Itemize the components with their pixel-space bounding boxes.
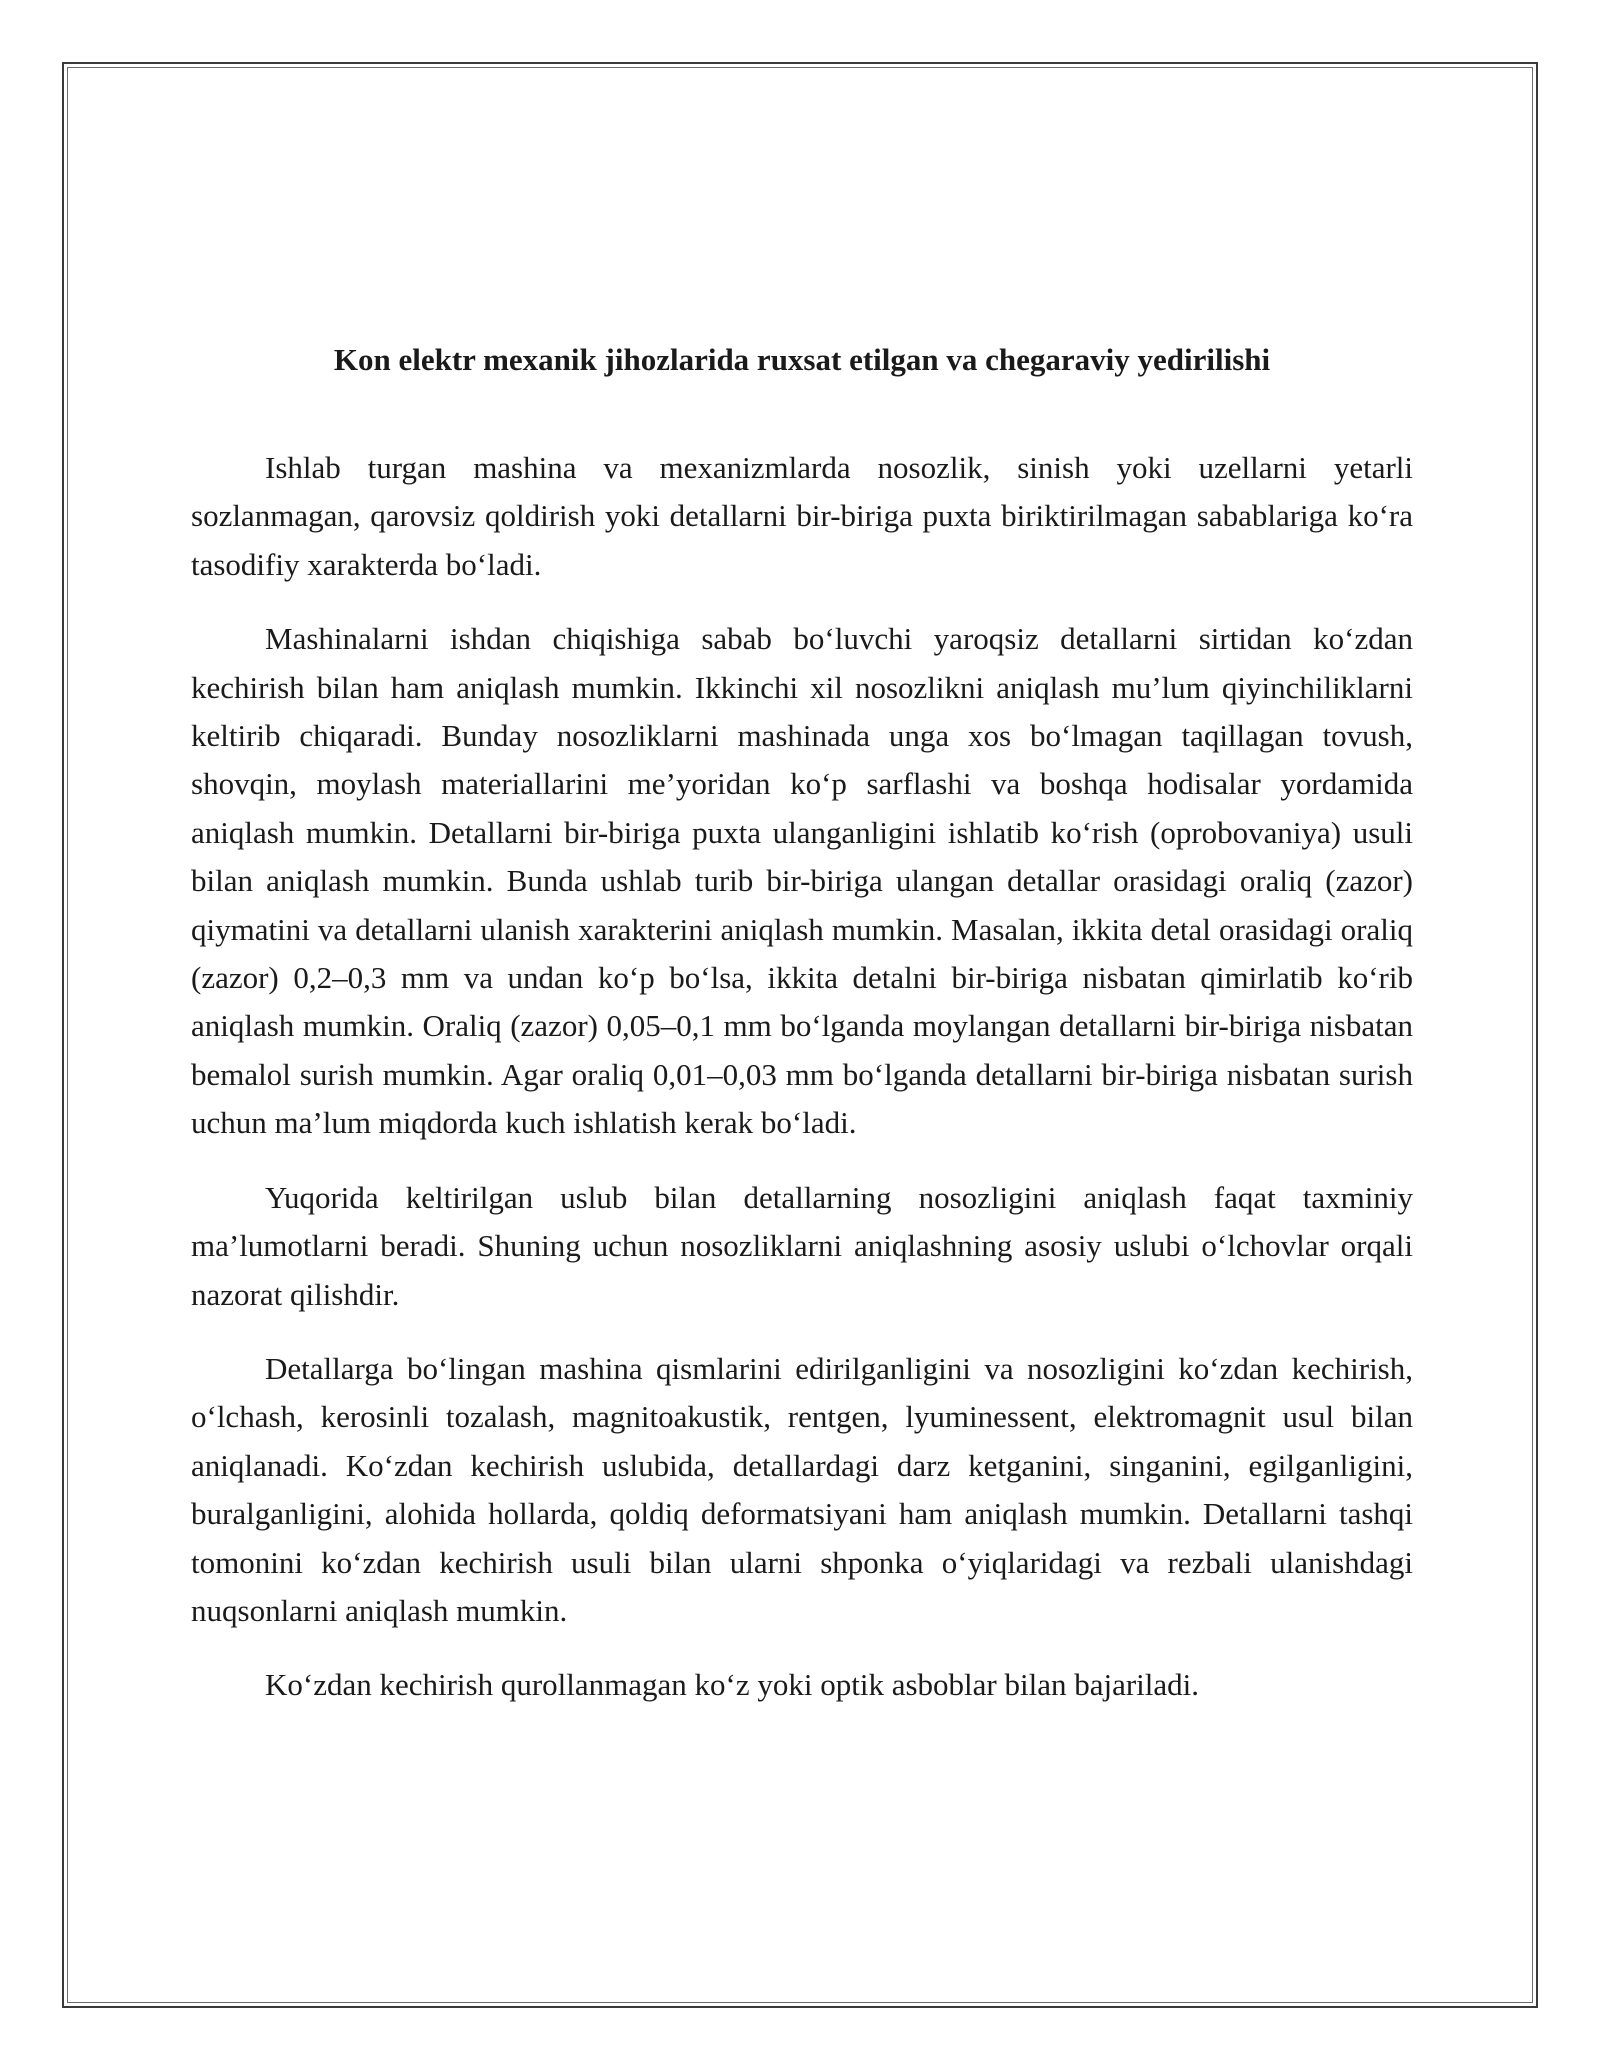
paragraph-1: Ishlab turgan mashina va mexanizmlarda nosozlik, sinish yoki uzellarni yetarli sozlanmagan, qarovsiz qoldirish yoki detallarni bir-biriga puxta biriktirilmagan sabablariga ko‘ra tasodifiy xarakterda bo‘ladi.	[191, 450, 1413, 582]
document-body	[191, 330, 1413, 1736]
paragraph-3: Yuqorida keltirilgan uslub bilan detallarning nosozligini aniqlash faqat taxminiy ma’lumotlarni beradi. Shuning uchun nosozliklarni aniqlashning asosiy uslubi o‘lchovlar orqali nazorat qilishdir.	[191, 1179, 1413, 1312]
document-title: Kon elektr mexanik jihozlarida ruxsat etilgan va chegaraviy yedirilishi	[333, 342, 1271, 377]
paragraph-2: Mashinalarni ishdan chiqishiga sabab bo‘luvchi yaroqsiz detallarni sirtidan ko‘zdan kechirish bilan ham aniqlash mumkin. Ikkinchi xil nosozlikni aniqlash mu’lum qiyinchiliklarni keltirib chiqaradi. Bunday nosozliklarni mashinada unga xos bo‘lmagan taqillagan tovush, shovqin, moylash materiallarini me’yoridan ko‘p sarflashi va boshqa hodisalar yordamida aniqlash mumkin. Detallarni bir-biriga puxta ulanganligini ishlatib ko‘rish (oprobovaniya) usuli bilan aniqlash mumkin. Bunda ushlab turib bir-biriga ulangan detallar orasidagi oraliq (zazor) qiymatini va detallarni ulanish xarakterini aniqlash mumkin. Masalan, ikkita detal orasidagi oraliq (zazor) 0,2–0,3 mm va undan ko‘p bo‘lsa, ikkita detalni bir-biriga nisbatan qimirlatib ko‘rib aniqlash mumkin. Oraliq (zazor) 0,05–0,1 mm bo‘lganda moylangan detallarni bir-biriga nisbatan bemalol surish mumkin. Agar oraliq 0,01–0,03 mm bo‘lganda detallarni bir-biriga nisbatan surish uchun ma’lum miqdorda kuch ishlatish kerak bo‘ladi.	[191, 621, 1413, 1141]
paragraph-4: Detallarga bo‘lingan mashina qismlarini edirilganligini va nosozligini ko‘zdan kechirish, o‘lchash, kerosinli tozalash, magnitoakustik, rentgen, lyuminessent, elektromagnit usul bilan aniqlanadi. Ko‘zdan kechirish uslubida, detallardagi darz ketganini, singanini, egilganligini, buralganligini, alohida hollarda, qoldiq deformatsiyani ham aniqlash mumkin. Detallarni tashqi tomonini ko‘zdan kechirish usuli bilan ularni shponka o‘yiqlaridagi va rezbali ulanishdagi nuqsonlarni aniqlash mumkin.	[191, 1350, 1413, 1628]
paragraph-5: Ko‘zdan kechirish qurollanmagan ko‘z yoki optik asboblar bilan bajariladi.	[265, 1667, 1200, 1703]
